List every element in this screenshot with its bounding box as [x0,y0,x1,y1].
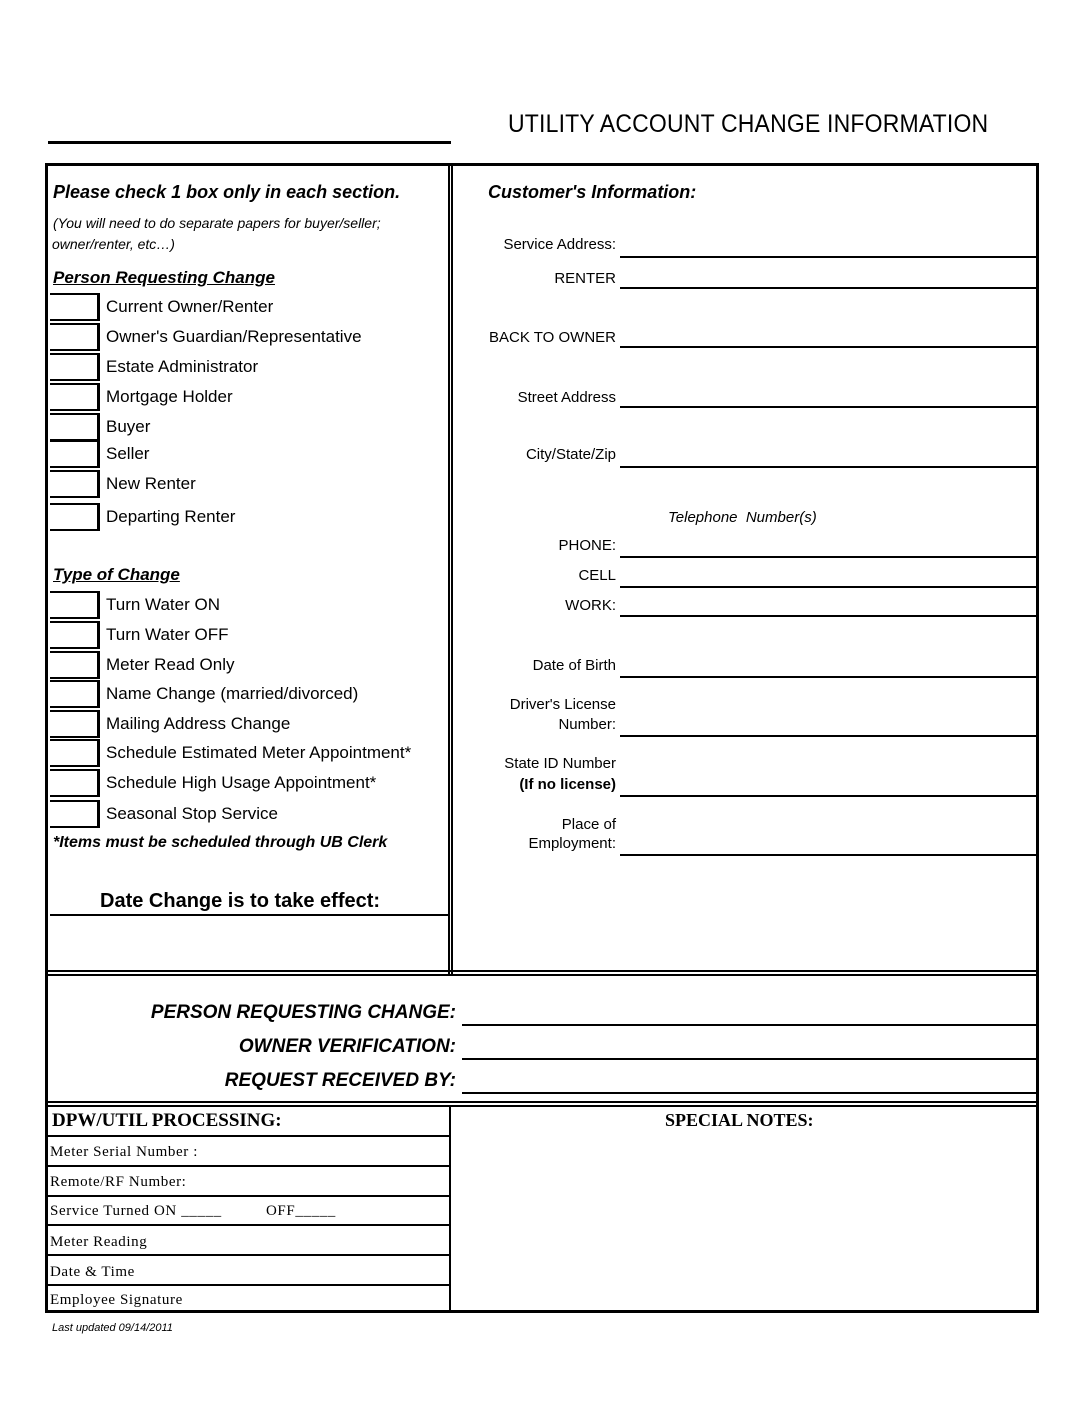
person-checkbox[interactable] [50,413,100,441]
person-option-label: Departing Renter [106,507,236,526]
date-field[interactable] [50,916,448,970]
cell-label: CELL [578,567,616,584]
person-heading: Person Requesting Change [53,268,275,287]
service-address-field[interactable] [620,256,1037,258]
type-checkbox[interactable] [50,739,100,767]
row-line [48,1135,449,1137]
last-updated: Last updated 09/14/2011 [52,1322,173,1334]
person-checkbox[interactable] [50,470,100,498]
service-on-label[interactable]: Service Turned ON _____ [50,1203,222,1219]
person-option-label: Current Owner/Renter [106,297,274,316]
person-option-label: Mortgage Holder [106,387,233,406]
person-option-label: Seller [106,444,150,463]
remote-rf-field[interactable] [48,1195,449,1197]
special-notes-heading: SPECIAL NOTES: [665,1110,814,1130]
employment-label: Employment: [528,835,616,852]
type-checkbox[interactable] [50,651,100,679]
name-signature-line[interactable] [48,141,451,144]
request-received-label: REQUEST RECEIVED BY: [224,1070,456,1091]
dob-label: Date of Birth [532,657,616,674]
state-id-label: State ID Number [504,755,616,772]
request-received-field[interactable] [462,1092,1036,1094]
type-checkbox[interactable] [50,769,100,797]
date-heading: Date Change is to take effect: [100,890,381,912]
instruction-note: owner/renter, etc…) [52,236,175,252]
work-label: WORK: [565,597,616,614]
person-checkbox[interactable] [50,440,100,468]
back-to-owner-label: BACK TO OWNER [489,329,616,346]
type-checkbox[interactable] [50,710,100,738]
type-option-label: Name Change (married/divorced) [106,684,359,703]
city-state-zip-field[interactable] [620,466,1037,468]
type-option-label: Schedule Estimated Meter Appointment* [106,743,412,762]
telephone-heading: Telephone Number(s) [668,509,817,526]
column-divider [449,1106,451,1311]
drivers-license-field[interactable] [620,735,1037,737]
footnote: *Items must be scheduled through UB Clerk [53,834,388,851]
drivers-license-label: Number: [558,716,616,733]
type-heading: Type of Change [53,565,180,584]
street-address-field[interactable] [620,406,1037,408]
special-notes-field[interactable] [452,1135,1036,1310]
section-divider [48,970,1036,976]
person-option-label: New Renter [106,474,196,493]
row-line [48,1224,449,1226]
employee-signature-label: Employee Signature [50,1292,183,1308]
customer-info-heading: Customer's Information: [488,182,697,202]
owner-verification-field[interactable] [462,1058,1036,1060]
type-option-label: Meter Read Only [106,655,235,674]
person-checkbox[interactable] [50,293,100,321]
employment-label: Place of [561,816,616,833]
state-id-note: (If no license) [519,776,616,793]
drivers-license-label: Driver's License [509,696,616,713]
type-option-label: Turn Water ON [106,595,220,614]
date-time-label: Date & Time [50,1264,135,1280]
meter-reading-label: Meter Reading [50,1234,148,1250]
dob-field[interactable] [620,676,1037,678]
person-checkbox[interactable] [50,383,100,411]
person-requesting-label: PERSON REQUESTING CHANGE: [150,1002,456,1023]
type-checkbox[interactable] [50,621,100,649]
type-option-label: Seasonal Stop Service [106,804,278,823]
person-checkbox[interactable] [50,353,100,381]
cell-field[interactable] [620,586,1037,588]
type-option-label: Turn Water OFF [106,625,229,644]
phone-field[interactable] [620,556,1037,558]
service-off-label[interactable]: OFF_____ [266,1203,336,1219]
owner-verification-label: OWNER VERIFICATION: [238,1036,456,1057]
work-field[interactable] [620,615,1037,617]
type-checkbox[interactable] [50,800,100,828]
person-requesting-field[interactable] [462,1024,1036,1026]
person-option-label: Estate Administrator [106,357,259,376]
person-option-label: Owner's Guardian/Representative [106,327,362,346]
type-option-label: Schedule High Usage Appointment* [106,773,377,792]
person-checkbox[interactable] [50,323,100,351]
phone-label: PHONE: [558,537,616,554]
section-divider [48,1101,1036,1107]
renter-label: RENTER [554,270,616,287]
back-to-owner-field[interactable] [620,346,1037,348]
city-state-zip-label: City/State/Zip [525,446,616,463]
page-title: UTILITY ACCOUNT CHANGE INFORMATION [508,110,989,138]
employment-field[interactable] [620,854,1037,856]
date-time-field[interactable] [48,1284,449,1286]
type-checkbox[interactable] [50,591,100,619]
instruction-text: Please check 1 box only in each section. [53,182,401,202]
street-address-label: Street Address [517,389,616,406]
remote-rf-label: Remote/RF Number: [50,1174,187,1190]
service-address-label: Service Address: [503,236,616,253]
type-checkbox[interactable] [50,680,100,708]
person-checkbox[interactable] [50,503,100,531]
meter-serial-label: Meter Serial Number : [50,1144,198,1160]
meter-serial-field[interactable] [48,1165,449,1167]
column-divider [448,166,453,974]
type-option-label: Mailing Address Change [106,714,291,733]
processing-heading: DPW/UTIL PROCESSING: [52,1110,282,1131]
instruction-note: (You will need to do separate papers for buyer/seller; [53,215,381,231]
state-id-field[interactable] [620,795,1037,797]
person-option-label: Buyer [106,417,151,436]
renter-field[interactable] [620,287,1037,289]
meter-reading-field[interactable] [48,1254,449,1256]
